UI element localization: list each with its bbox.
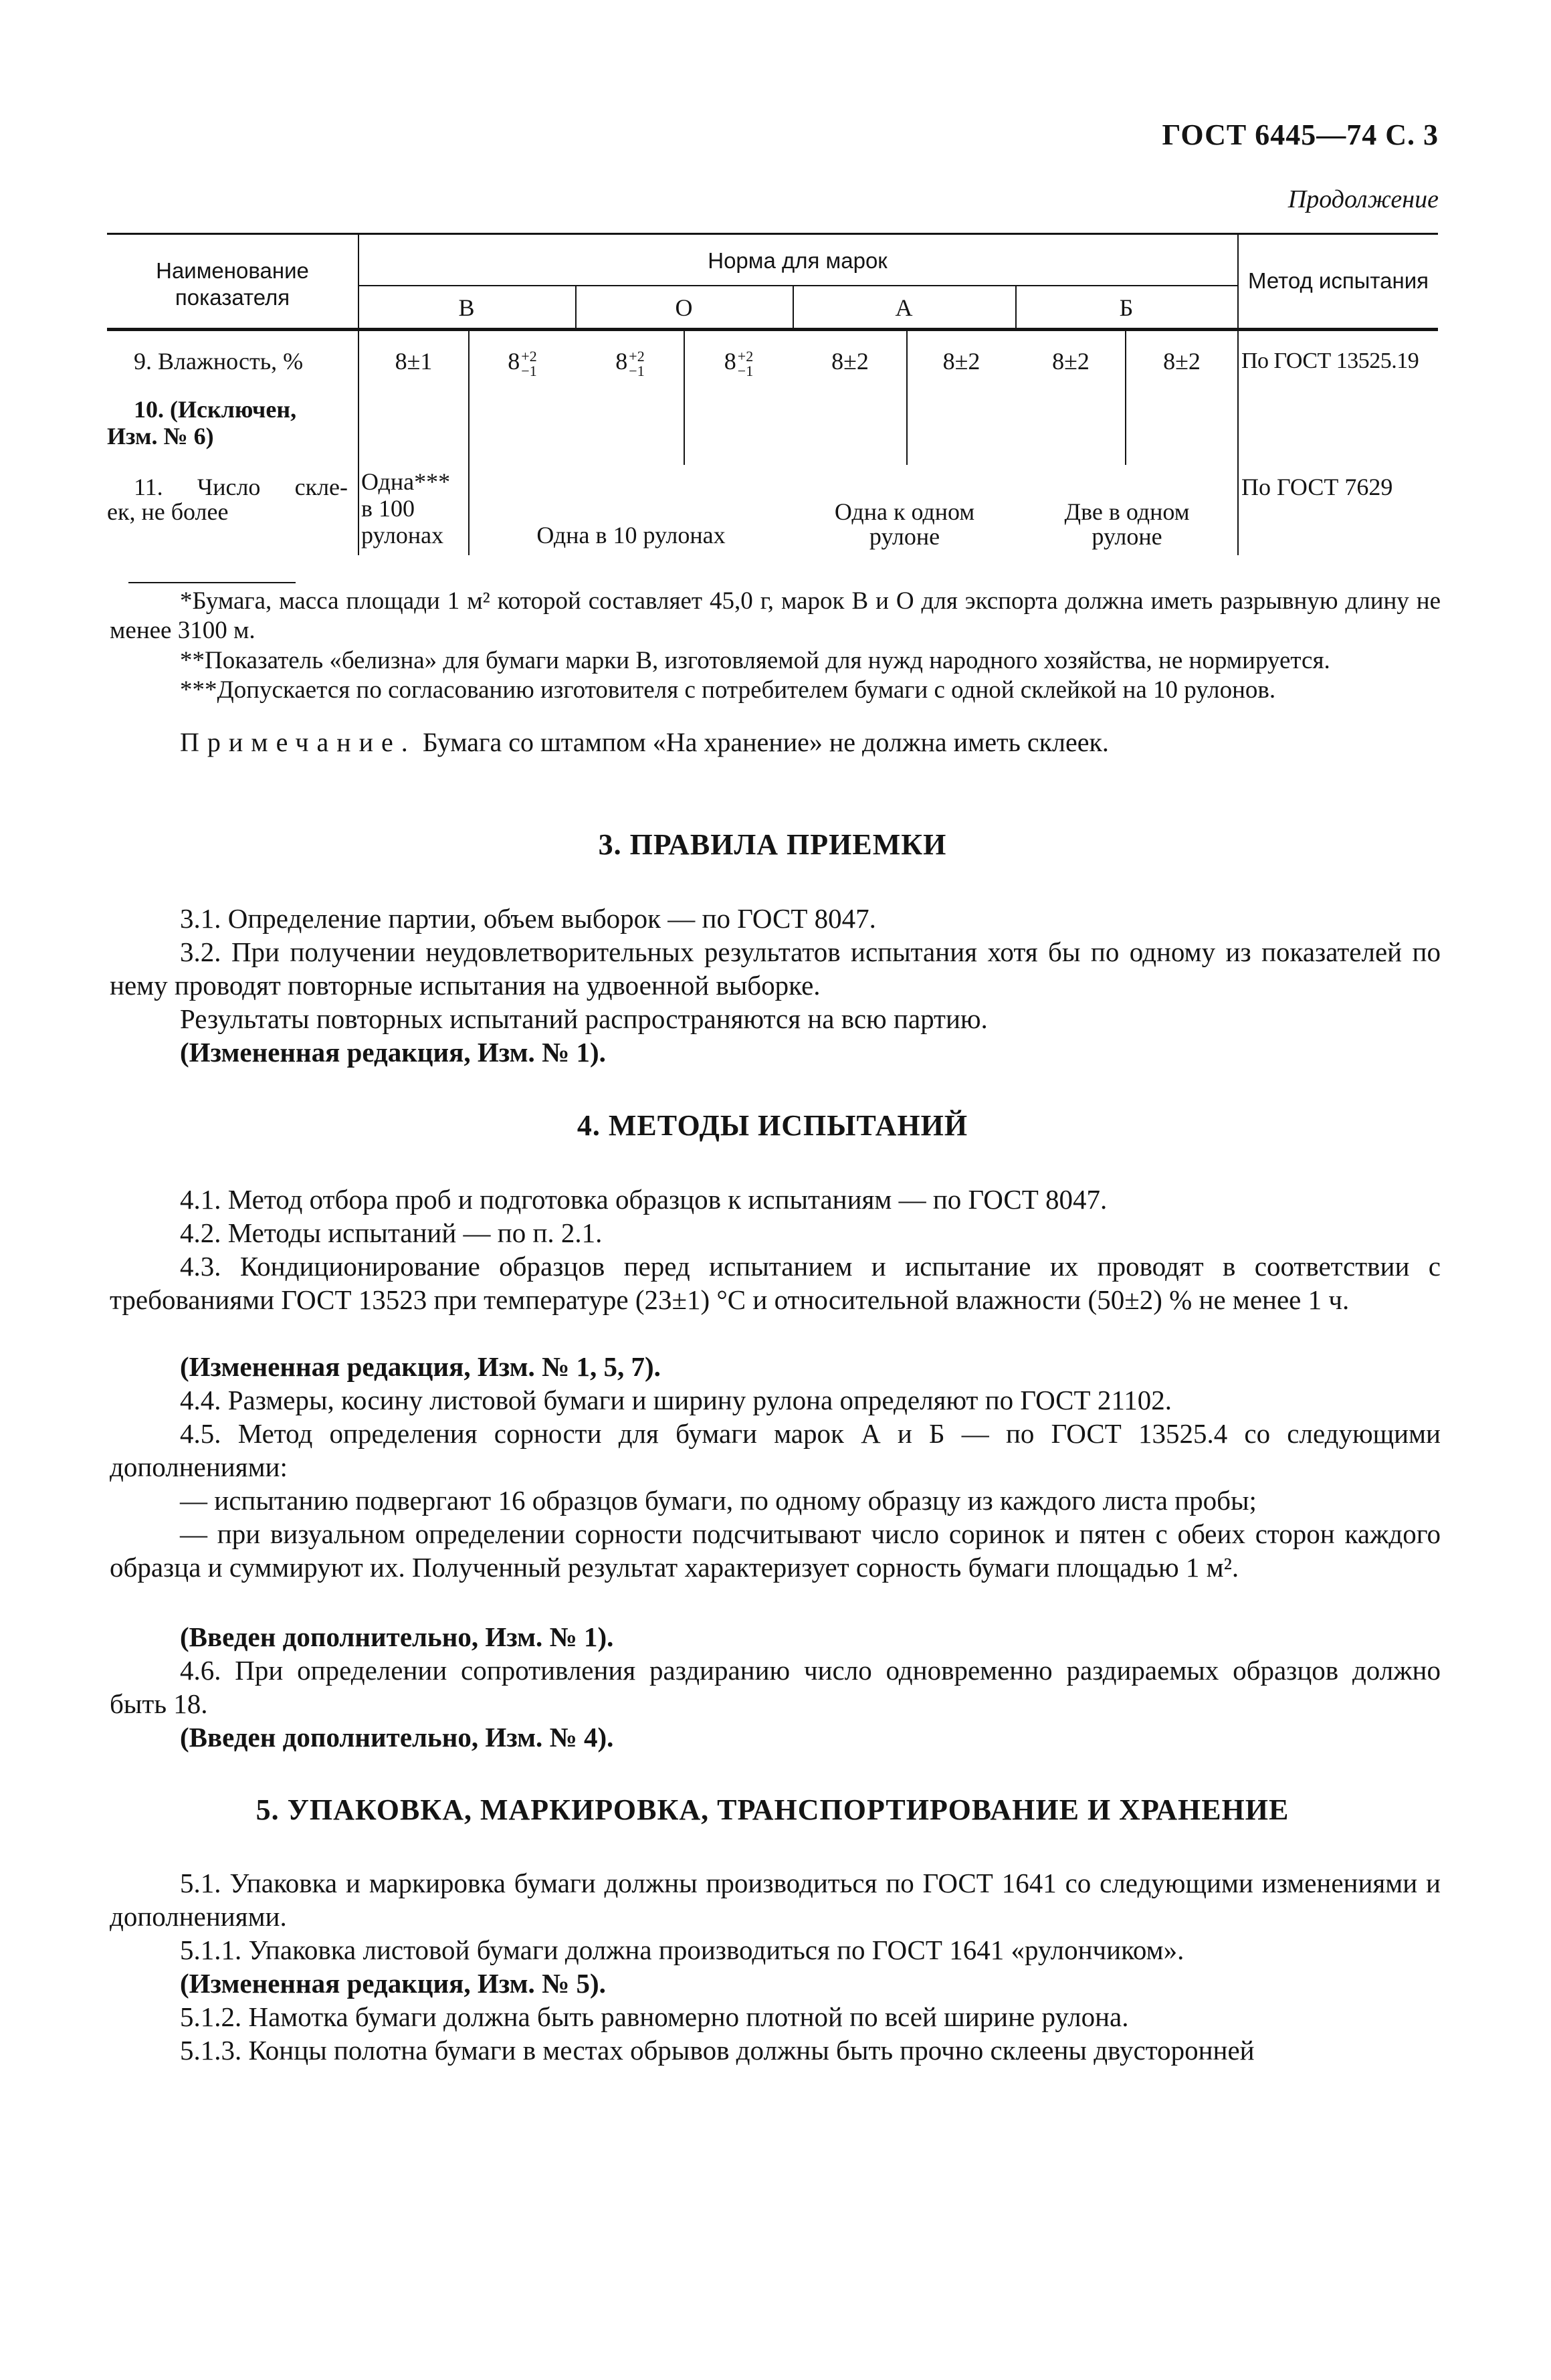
para-3-2: 3.2. При получении неудовлетворительных результатов испытания хотя бы по одному из показателей по нему проводят повторные испытания на удвоенной выборке. <box>110 936 1441 1001</box>
para-5-1-3: 5.1.3. Концы полотна бумаги в местах обрывов должны быть прочно склеены двусторонней <box>180 2035 1255 2066</box>
para-4-6: 4.6. При определении сопротивления раздиранию число одновременно раздираемых образцов должно быть 18. <box>110 1655 1441 1719</box>
para-4-5: 4.5. Метод определения сорности для бумаги марок А и Б — по ГОСТ 13525.4 со следующими дополнениями: <box>110 1418 1441 1482</box>
para-5-1-2: 5.1.2. Намотка бумаги должна быть равномерно плотной по всей ширине рулона. <box>180 2001 1129 2032</box>
moisture-o1: 8+2 −1 <box>508 347 537 379</box>
row-splices-line1: 11. Число скле- <box>134 474 348 500</box>
amendment-3: (Измененная редакция, Изм. № 1). <box>180 1037 606 1068</box>
para-5-1-1: 5.1.1. Упаковка листовой бумаги должна производиться по ГОСТ 1641 «рулончиком». <box>180 1935 1184 1965</box>
splices-method: По ГОСТ 7629 <box>1241 474 1393 500</box>
moisture-a2: 8±2 <box>942 348 980 375</box>
moisture-method: По ГОСТ 13525.19 <box>1241 349 1419 373</box>
moisture-o2: 8+2 −1 <box>615 347 645 379</box>
footnote-3: ***Допускается по согласованию изготовителя с потребителем бумаги с одной склейкой на 10 рулонов. <box>180 676 1276 704</box>
moisture-a1: 8±2 <box>831 348 869 375</box>
splices-a-line1: Одна к одном <box>834 498 975 525</box>
para-4-3: 4.3. Кондиционирование образцов перед испытанием и испытание их проводят в соответствии с требованиями ГОСТ 13523 при температуре (23±1) °С и относительной влажности (50±2) % не менее 1 ч. <box>110 1251 1441 1315</box>
section-5-title: 5. УПАКОВКА, МАРКИРОВКА, ТРАНСПОРТИРОВАНИЕ И ХРАНЕНИЕ <box>255 1793 1289 1826</box>
note-label: Примечание. <box>180 727 416 757</box>
splices-b-line2: рулоне <box>1092 523 1162 550</box>
moisture-v: 8±1 <box>395 348 433 375</box>
row-splices-line2: ек, не более <box>107 498 229 525</box>
note-text: Бумага со штампом «На хранение» не должна иметь склеек. <box>415 727 1109 757</box>
column-header-method: Метод испытания <box>1247 268 1429 293</box>
page-header-title: ГОСТ 6445—74 С. 3 <box>1162 118 1439 151</box>
splices-b-line1: Две в одном <box>1064 498 1190 525</box>
row-moisture-name: 9. Влажность, % <box>134 348 304 375</box>
para-3-2-results: Результаты повторных испытаний распространяются на всю партию. <box>180 1003 988 1034</box>
splices-v-line3: рулонах <box>361 522 444 549</box>
column-header-norm: Норма для марок <box>708 248 888 273</box>
grade-header-o: О <box>675 294 693 321</box>
grade-header-a: А <box>895 294 913 321</box>
footnote-1: *Бумага, масса площади 1 м² которой составляет 45,0 г, марок В и О для экспорта должна иметь разрывную длину не менее 3100 м. <box>110 587 1441 644</box>
moisture-o3: 8+2 −1 <box>724 347 754 379</box>
amendment-4-6: (Введен дополнительно, Изм. № 4). <box>180 1722 614 1753</box>
amendment-4-5: (Введен дополнительно, Изм. № 1). <box>180 1621 614 1652</box>
continuation-label: Продолжение <box>1287 185 1439 213</box>
section-4-title: 4. МЕТОДЫ ИСПЫТАНИЙ <box>577 1109 968 1142</box>
grade-header-b: Б <box>1119 294 1134 321</box>
amendment-5-1-1: (Измененная редакция, Изм. № 5). <box>180 1968 606 1999</box>
footnote-rule <box>128 582 296 583</box>
splices-o: Одна в 10 рулонах <box>536 522 726 549</box>
para-4-4: 4.4. Размеры, косину листовой бумаги и ширину рулона определяют по ГОСТ 21102. <box>180 1385 1172 1415</box>
row-excluded-line1: 10. (Исключен, <box>134 396 297 423</box>
para-4-5-dash-1: — испытанию подвергают 16 образцов бумаги, по одному образцу из каждого листа пробы; <box>180 1485 1257 1516</box>
section-3-title: 3. ПРАВИЛА ПРИЕМКИ <box>598 828 947 861</box>
row-excluded-line2: Изм. № 6) <box>107 423 214 450</box>
column-header-name: Наименование показателя <box>156 258 309 310</box>
para-4-5-dash-2: — при визуальном определении сорности подсчитывают число соринок и пятен с обеих сторон каждого образца и суммируют их. Полученный результат характеризует сорность бумаги площадью 1 м². <box>110 1518 1441 1583</box>
para-4-2: 4.2. Методы испытаний — по п. 2.1. <box>180 1217 603 1248</box>
moisture-b1: 8±2 <box>1052 348 1090 375</box>
footnote-2: **Показатель «белизна» для бумаги марки В, изготовляемой для нужд народного хозяйства, не нормируется. <box>180 647 1330 674</box>
amendment-4-3: (Измененная редакция, Изм. № 1, 5, 7). <box>180 1351 661 1382</box>
para-3-1: 3.1. Определение партии, объем выборок — по ГОСТ 8047. <box>180 903 876 934</box>
norms-table <box>107 227 1438 555</box>
para-4-1: 4.1. Метод отбора проб и подготовка образцов к испытаниям — по ГОСТ 8047. <box>180 1184 1108 1215</box>
para-5-1: 5.1. Упаковка и маркировка бумаги должны производиться по ГОСТ 1641 со следующими изменениями и дополнениями. <box>110 1868 1441 1932</box>
splices-v-line1: Одна*** <box>361 468 451 495</box>
moisture-b2: 8±2 <box>1163 348 1201 375</box>
splices-a-line2: рулоне <box>869 523 940 550</box>
table-note <box>110 726 1441 759</box>
grade-header-v: В <box>458 294 475 321</box>
splices-v-line2: в 100 <box>361 495 415 522</box>
